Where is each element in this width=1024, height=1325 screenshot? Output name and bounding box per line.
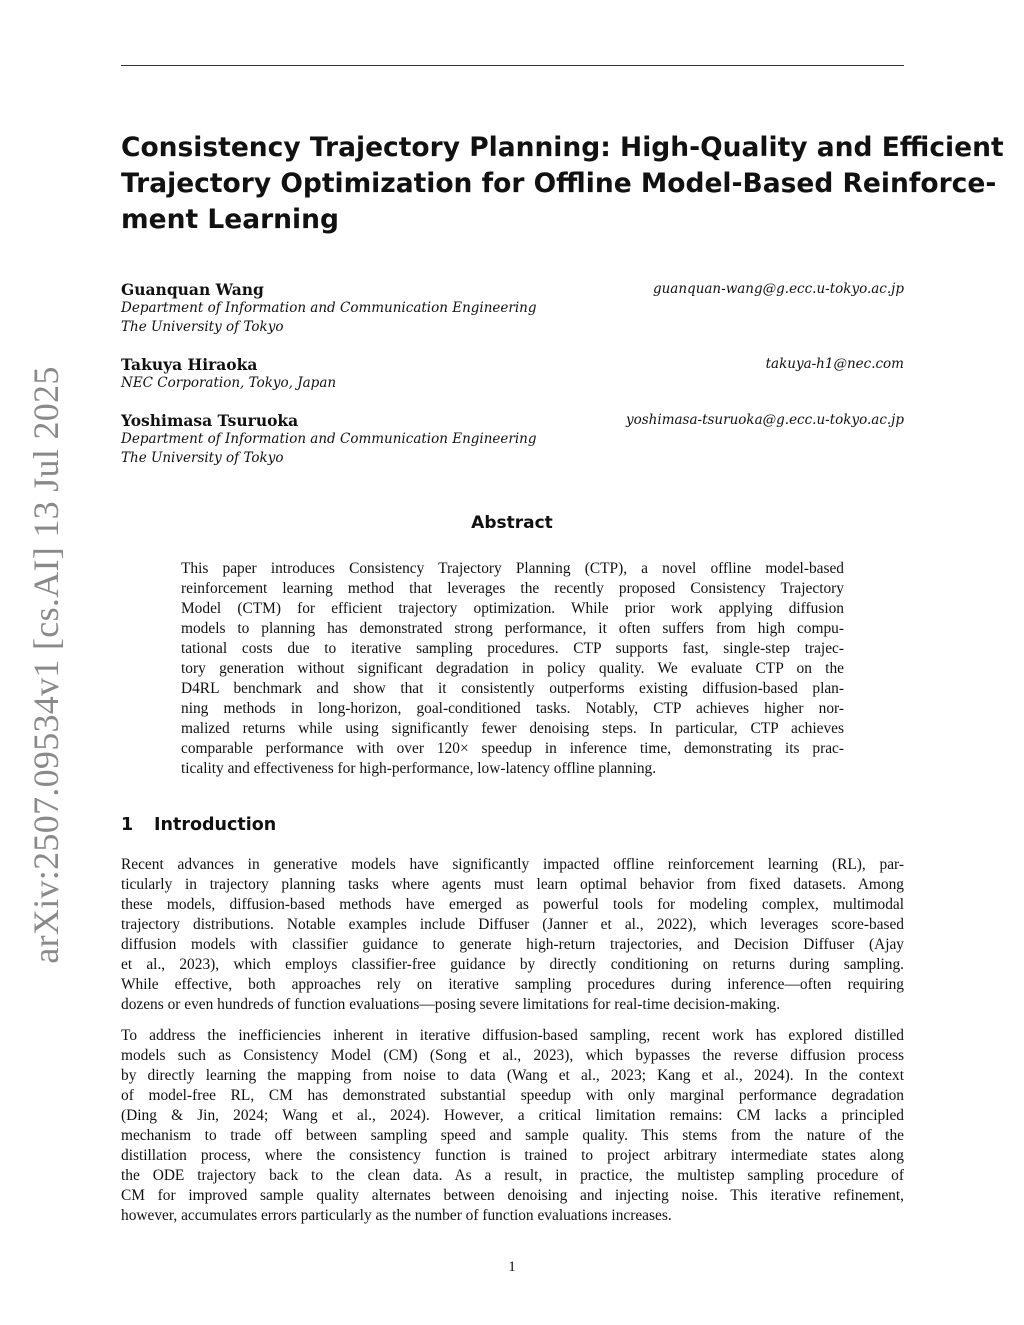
paragraph-line: by directly learning the mapping from noise to data (Wang et al., 2023; Kang et al., 2024). In the context — [121, 1067, 904, 1084]
paragraph-line: however, accumulates errors particularly as the number of function evaluations increases. — [121, 1207, 672, 1224]
arxiv-stamp: arXiv:2507.09534v1 [cs.AI] 13 Jul 2025 — [26, 366, 66, 964]
abstract-line: tational costs due to iterative sampling procedures. CTP supports fast, single-step trajec- — [181, 640, 844, 657]
paragraph-line: trajectory distributions. Notable examples include Diffuser (Janner et al., 2022), which leverages score-based — [121, 916, 904, 933]
abstract-line: D4RL benchmark and show that it consistently outperforms existing diffusion-based plan- — [181, 680, 844, 697]
paragraph — [121, 855, 904, 1015]
author-block — [121, 355, 904, 393]
abstract-line: comparable performance with over 120× speedup in inference time, demonstrating its prac- — [181, 740, 844, 757]
paragraph-line: mechanism to trade off between sampling speed and sample quality. This stems from the nature of the — [121, 1127, 904, 1144]
author-affiliation: Department of Information and Communication Engineering — [121, 431, 537, 447]
author-block — [121, 411, 904, 468]
author-block — [121, 280, 904, 337]
author-email[interactable]: guanquan-wang@g.ecc.u-tokyo.ac.jp — [652, 281, 904, 297]
abstract-line: This paper introduces Consistency Trajectory Planning (CTP), a novel offline model-based — [181, 560, 844, 577]
paragraph-line: dozens or even hundreds of function evaluations—posing severe limitations for real-time decision-making. — [121, 996, 781, 1013]
abstract-line: ning methods in long-horizon, goal-conditioned tasks. Notably, CTP achieves higher nor- — [181, 700, 844, 717]
abstract-line: models to planning has demonstrated strong performance, it often suffers from high compu- — [181, 620, 844, 637]
abstract-heading: Abstract — [471, 513, 553, 533]
title-line: Trajectory Optimization for Offline Model-Based Reinforce- — [121, 168, 997, 199]
author-name: Takuya Hiraoka — [121, 355, 258, 374]
paragraph-line: distillation process, where the consistency function is trained to project arbitrary intermediate states along — [121, 1147, 904, 1164]
paragraph-line: To address the inefficiencies inherent in iterative diffusion-based sampling, recent work has explored distilled — [121, 1027, 904, 1044]
paper-title — [121, 130, 1004, 238]
paragraph-line: the ODE trajectory back to the clean data. As a result, in practice, the multistep sampling procedure of — [121, 1167, 904, 1184]
paragraph-line: et al., 2023), which employs classifier-free guidance by directly conditioning on returns during sampling. — [121, 956, 904, 973]
author-affiliation: NEC Corporation, Tokyo, Japan — [121, 375, 337, 391]
paragraph-line: these models, diffusion-based methods have emerged as powerful tools for modeling complex, multimodal — [121, 896, 904, 913]
section-title: Introduction — [154, 815, 277, 835]
paragraph-line: (Ding & Jin, 2024; Wang et al., 2024). However, a critical limitation remains: CM lacks a principled — [121, 1107, 904, 1124]
author-affiliation: The University of Tokyo — [121, 450, 284, 466]
abstract-line: Model (CTM) for efficient trajectory optimization. While prior work applying diffusion — [181, 600, 844, 617]
author-email[interactable]: yoshimasa-tsuruoka@g.ecc.u-tokyo.ac.jp — [626, 412, 904, 428]
paragraph-line: ticularly in trajectory planning tasks where agents must learn optimal behavior from fixed datasets. Among — [121, 876, 904, 893]
paragraph-line: of model-free RL, CM has demonstrated substantial speedup with only marginal performance degradation — [121, 1087, 904, 1104]
title-line: Consistency Trajectory Planning: High-Quality and Efficient — [121, 132, 1004, 163]
author-name: Guanquan Wang — [121, 280, 264, 299]
paragraph-line: models such as Consistency Model (CM) (Song et al., 2023), which bypasses the reverse diffusion process — [121, 1047, 904, 1064]
section-heading — [121, 813, 276, 837]
paragraph-line: CM for improved sample quality alternates between denoising and injecting noise. This iterative refinement, — [121, 1187, 904, 1204]
author-affiliation: Department of Information and Communication Engineering — [121, 300, 537, 316]
paragraph — [121, 1026, 904, 1226]
paragraph-line: Recent advances in generative models have significantly impacted offline reinforcement learning (RL), par- — [121, 856, 904, 873]
author-affiliation: The University of Tokyo — [121, 319, 284, 335]
paragraph-line: diffusion models with classifier guidance to generate high-return trajectories, and Decision Diffuser (Ajay — [121, 936, 904, 953]
title-line: ment Learning — [121, 204, 339, 235]
abstract-body — [181, 559, 844, 779]
abstract-line: reinforcement learning method that leverages the recently proposed Consistency Trajectory — [181, 580, 844, 597]
paragraph-line: While effective, both approaches rely on iterative sampling procedures during inference—often requiring — [121, 976, 904, 993]
abstract-line: malized returns while using significantly fewer denoising steps. In particular, CTP achieves — [181, 720, 844, 737]
abstract-line: tory generation without significant degradation in policy quality. We evaluate CTP on the — [181, 660, 844, 677]
author-email[interactable]: takuya-h1@nec.com — [765, 356, 904, 372]
section-number: 1 — [121, 815, 134, 835]
abstract-line: ticality and effectiveness for high-performance, low-latency offline planning. — [181, 760, 657, 777]
author-name: Yoshimasa Tsuruoka — [121, 411, 299, 430]
top-rule — [121, 65, 904, 66]
page-number: 1 — [508, 1259, 516, 1275]
